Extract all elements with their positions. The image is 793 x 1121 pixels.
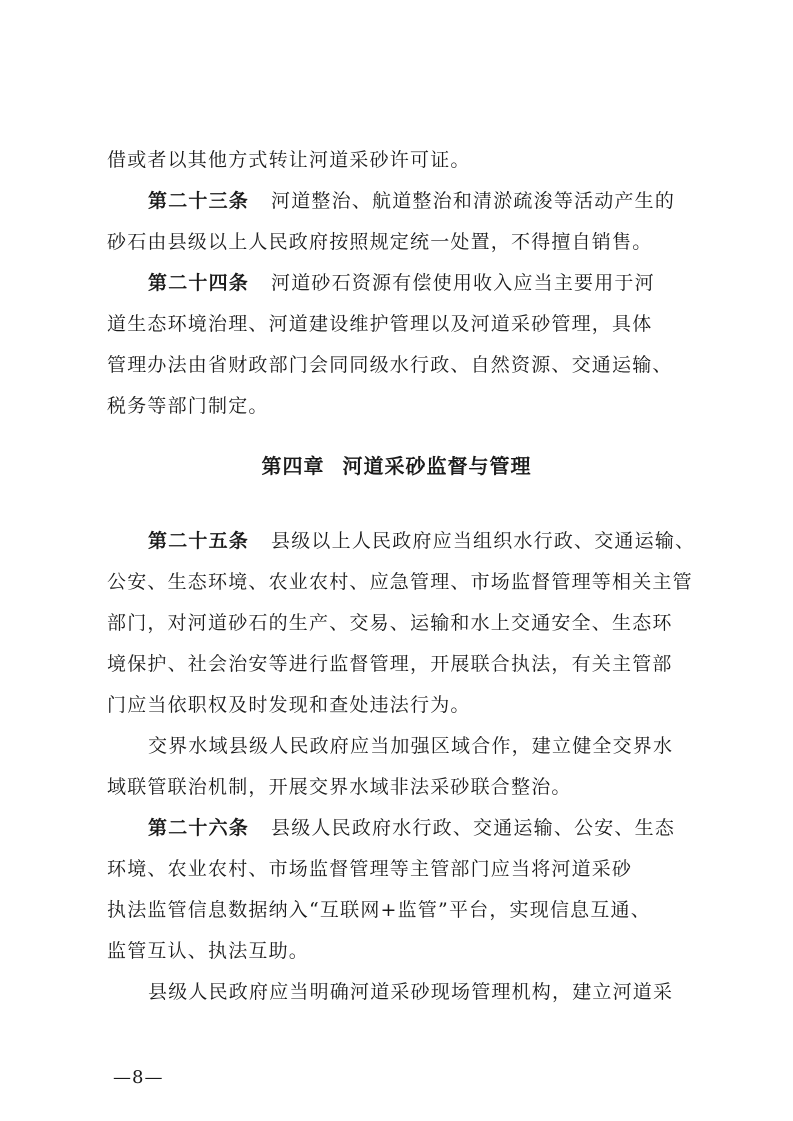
text-line: 境保护、社会治安等进行监督管理，开展联合执法，有关主管部 xyxy=(107,653,673,675)
text-line: 执法监管信息数据纳入“互联网+监管”平台，实现信息互通、 xyxy=(107,899,651,921)
article-23-first-line xyxy=(148,186,738,216)
chapter-number: 第四章 xyxy=(261,454,325,478)
text-line: 河道砂石资源有偿使用收入应当主要用于河 xyxy=(271,272,655,294)
text-line: 县级人民政府水行政、交通运输、公安、生态 xyxy=(271,817,676,839)
text-line: 县级人民政府应当明确河道采砂现场管理机构，建立河道采 xyxy=(148,981,674,1003)
article-label: 第二十六条 xyxy=(148,817,250,839)
text-line: 税务等部门制定。 xyxy=(107,395,269,417)
text-line: 县级以上人民政府应当组织水行政、交通运输、 xyxy=(271,530,696,552)
text-line: 借或者以其他方式转让河道采砂许可证。 xyxy=(107,149,471,171)
chapter-heading xyxy=(0,451,793,481)
text-line: 砂石由县级以上人民政府按照规定统一处置，不得擅自销售。 xyxy=(107,231,653,253)
article-24-first-line xyxy=(148,268,738,298)
text-line: 管理办法由省财政部门会同同级水行政、自然资源、交通运输、 xyxy=(107,354,673,376)
text-line: 门应当依职权及时发现和查处违法行为。 xyxy=(107,694,471,716)
page-number: —8— xyxy=(113,1067,164,1088)
article-25-first-line xyxy=(148,526,738,556)
text-line: 监管互认、执法互助。 xyxy=(107,940,310,962)
text-line: 河道整治、航道整治和清淤疏浚等活动产生的 xyxy=(271,190,676,212)
text-line: 交界水域县级人民政府应当加强区域合作，建立健全交界水 xyxy=(148,735,674,757)
text-line: 域联管联治机制，开展交界水域非法采砂联合整治。 xyxy=(107,776,572,798)
text-line: 环境、农业农村、市场监督管理等主管部门应当将河道采砂 xyxy=(107,858,633,880)
text-line: 公安、生态环境、农业农村、应急管理、市场监督管理等相关主管 xyxy=(107,571,693,593)
article-label: 第二十五条 xyxy=(148,530,250,552)
chapter-title: 河道采砂监督与管理 xyxy=(342,454,532,478)
text-line: 道生态环境治理、河道建设维护管理以及河道采砂管理，具体 xyxy=(107,313,653,335)
article-label: 第二十四条 xyxy=(148,272,250,294)
text-line: 部门，对河道砂石的生产、交易、运输和水上交通安全、生态环 xyxy=(107,612,673,634)
article-26-first-line xyxy=(148,813,738,843)
article-label: 第二十三条 xyxy=(148,190,250,212)
